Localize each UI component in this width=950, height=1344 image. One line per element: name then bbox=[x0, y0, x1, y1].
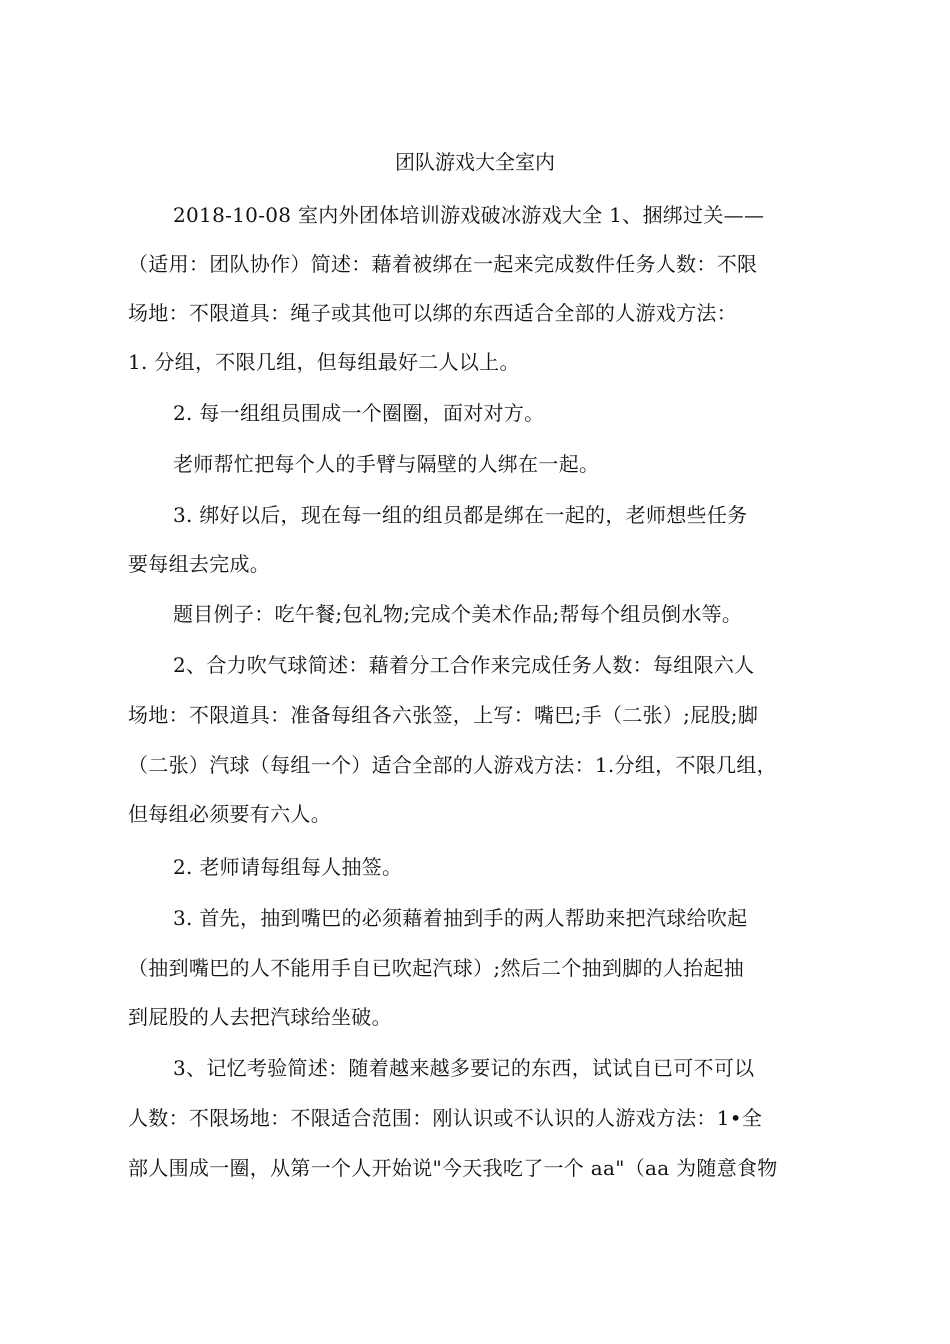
paragraph-line: 但每组必须要有六人。 bbox=[128, 802, 331, 826]
section-heading-line: 2、合力吹气球简述：藉着分工合作来完成任务人数：每组限六人 bbox=[173, 653, 755, 677]
list-item: 3. 绑好以后，现在每一组的组员都是绑在一起的，老师想些任务 bbox=[173, 503, 748, 527]
paragraph-line: 要每组去完成。 bbox=[128, 552, 271, 576]
list-item: 3. 首先，抽到嘴巴的必须藉着抽到手的两人帮助来把汽球给吹起 bbox=[173, 906, 748, 930]
list-item: 1. 分组，不限几组，但每组最好二人以上。 bbox=[128, 350, 520, 374]
document-title: 团队游戏大全室内 bbox=[395, 150, 555, 174]
paragraph-line: 部人围成一圈，从第一个人开始说"今天我吃了一个 aa"（aa 为随意食物 bbox=[128, 1156, 778, 1180]
paragraph-line: 场地：不限道具：准备每组各六张签，上写：嘴巴;手（二张）;屁股;脚 bbox=[128, 703, 759, 727]
list-item: 2. 每一组组员围成一个圈圈，面对对方。 bbox=[173, 401, 545, 425]
paragraph-line: 题目例子：吃午餐;包礼物;完成个美术作品;帮每个组员倒水等。 bbox=[173, 602, 743, 626]
paragraph-line: （抽到嘴巴的人不能用手自已吹起汽球）;然后二个抽到脚的人抬起抽 bbox=[128, 956, 745, 980]
paragraph-line: 场地：不限道具：绳子或其他可以绑的东西适合全部的人游戏方法： bbox=[128, 301, 737, 325]
paragraph-line: 人数：不限场地：不限适合范围：刚认识或不认识的人游戏方法：1•全 bbox=[128, 1106, 763, 1130]
paragraph-line: 老师帮忙把每个人的手臂与隔壁的人绑在一起。 bbox=[173, 452, 600, 476]
list-item: 2. 老师请每组每人抽签。 bbox=[173, 855, 403, 879]
paragraph-line: 到屁股的人去把汽球给坐破。 bbox=[128, 1005, 392, 1029]
paragraph-line: （二张）汽球（每组一个）适合全部的人游戏方法：1.分组，不限几组， bbox=[128, 753, 777, 777]
paragraph-line: 2018-10-08 室内外团体培训游戏破冰游戏大全 1、捆绑过关—— bbox=[173, 203, 765, 227]
paragraph-line: （适用：团队协作）简述：藉着被绑在一起来完成数件任务人数：不限 bbox=[128, 252, 758, 276]
section-heading-line: 3、记忆考验简述：随着越来越多要记的东西，试试自已可不可以 bbox=[173, 1056, 755, 1080]
